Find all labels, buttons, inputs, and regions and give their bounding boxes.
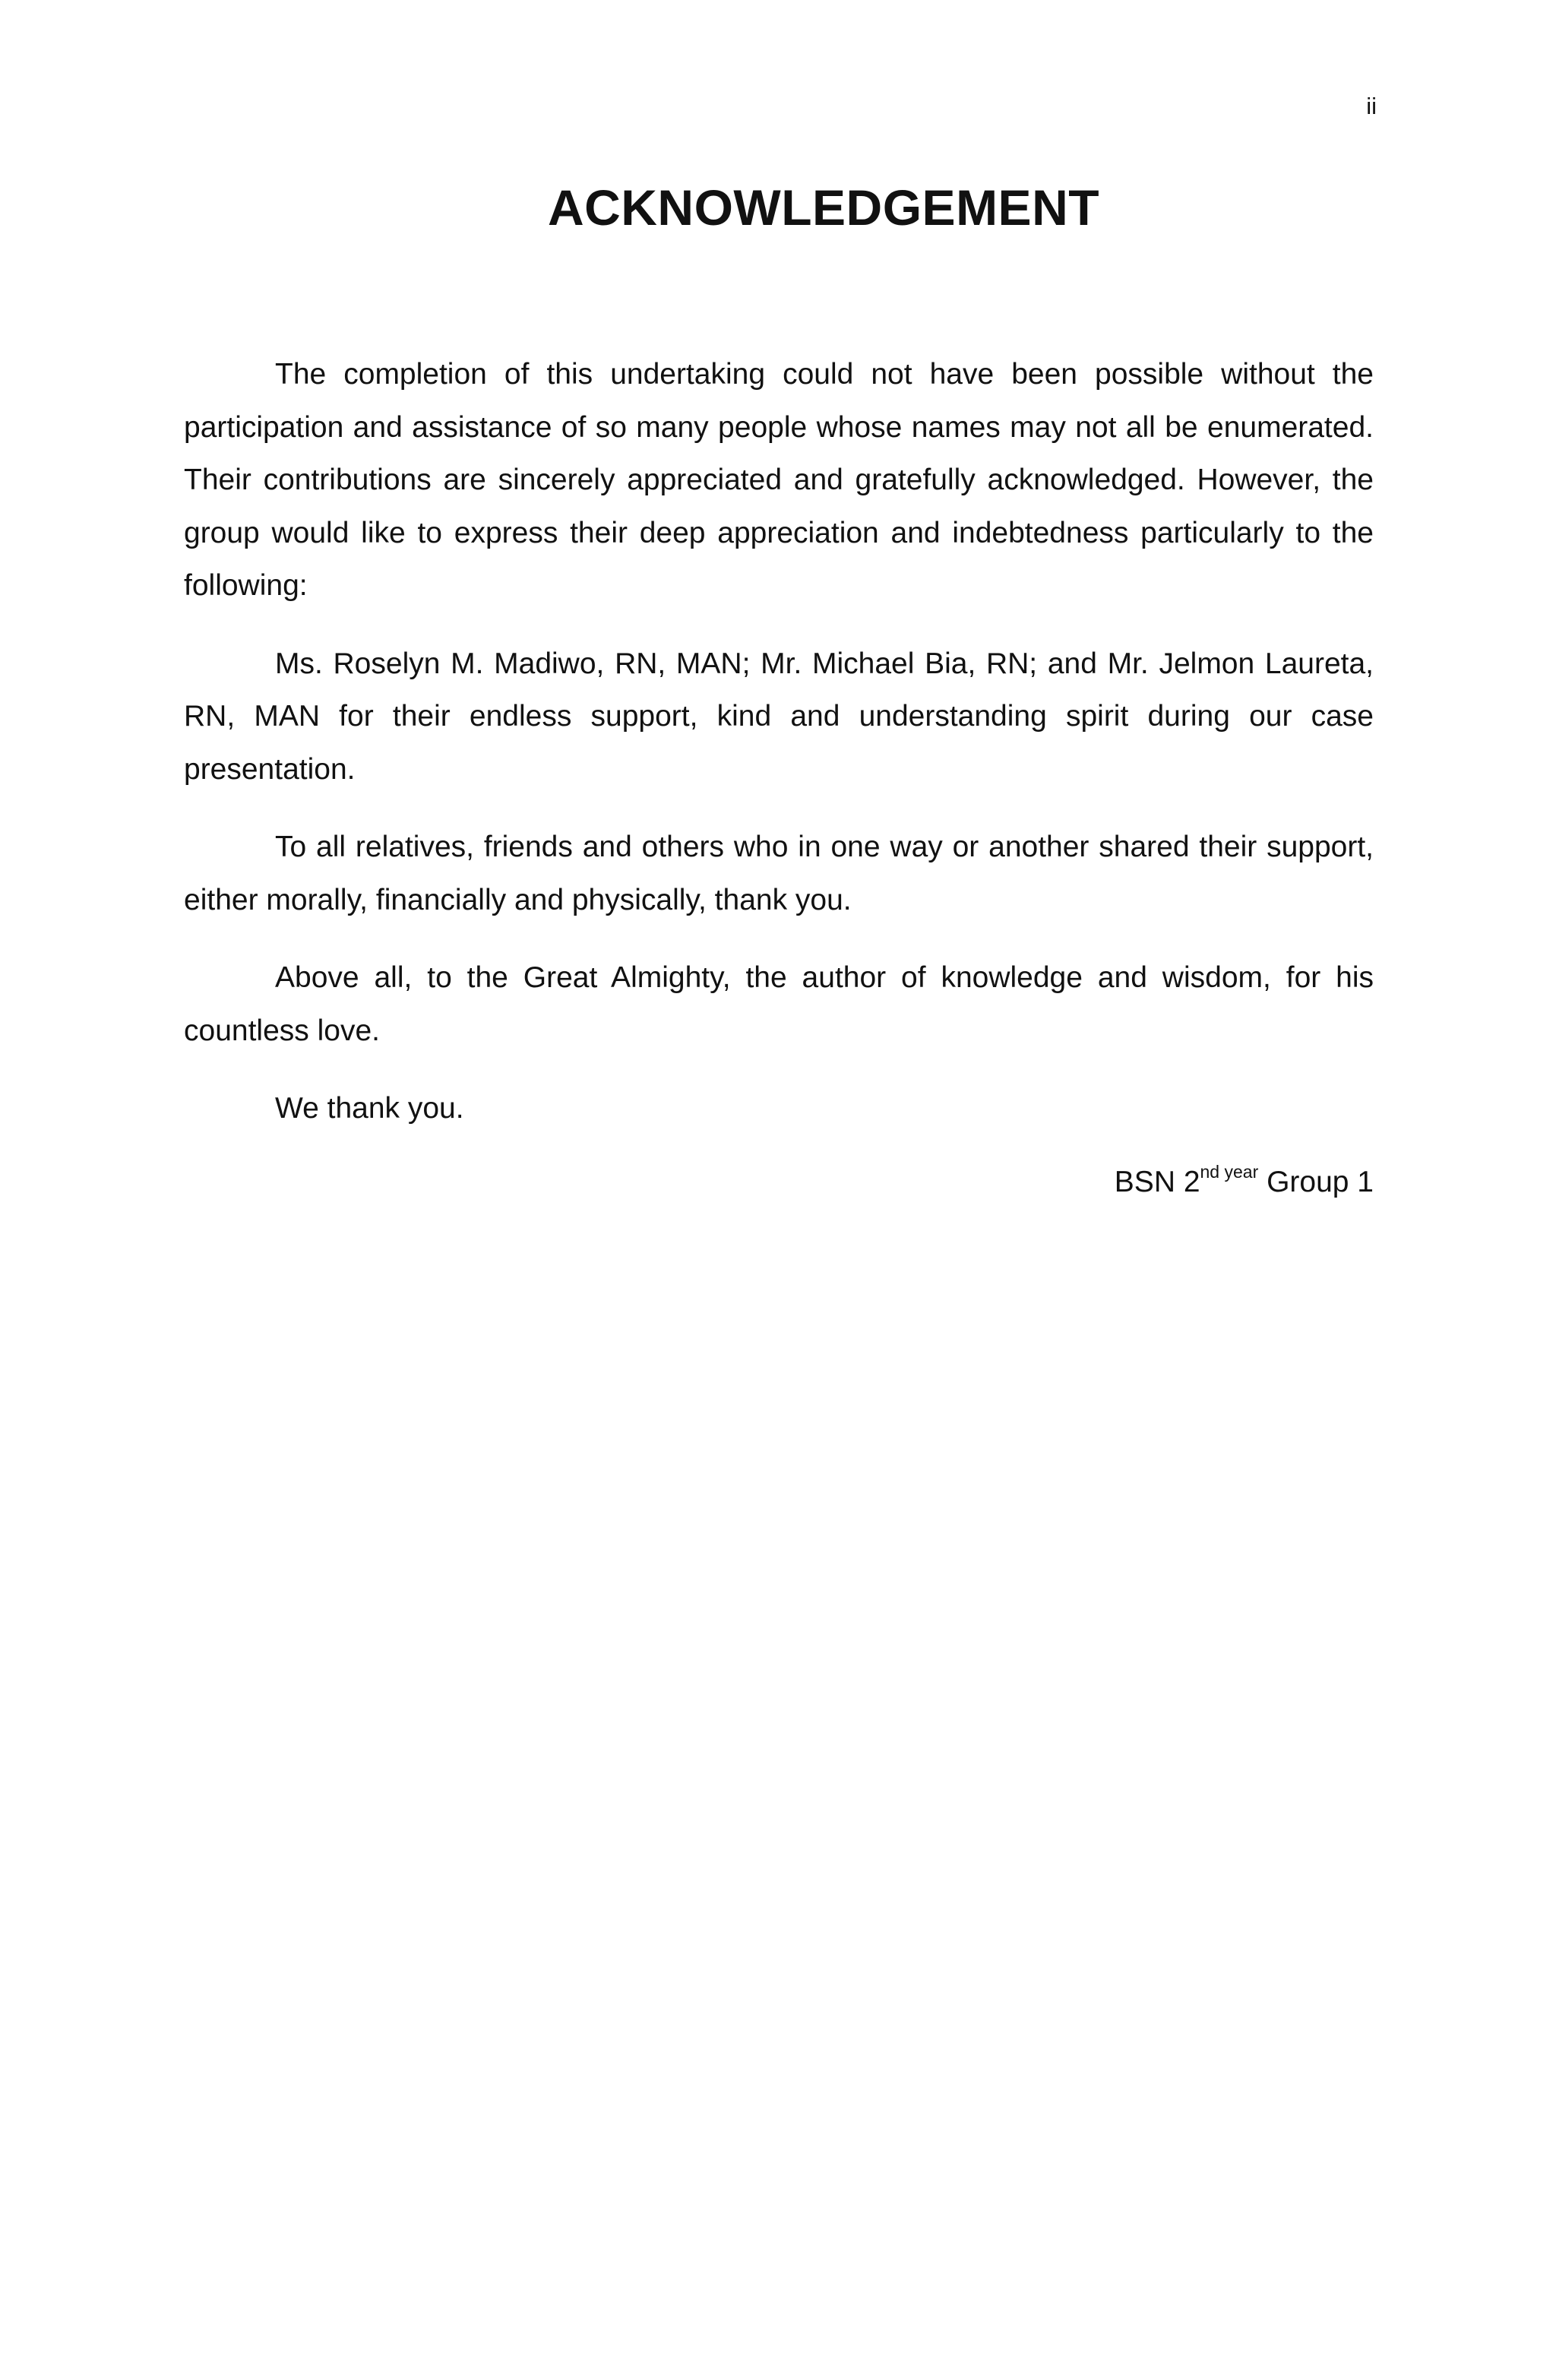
signature-prefix: BSN 2 bbox=[1114, 1166, 1200, 1198]
signature-suffix: Group 1 bbox=[1258, 1166, 1374, 1198]
paragraph-thanks: We thank you. bbox=[275, 1092, 464, 1125]
paragraph-relatives: To all relatives, friends and others who in one way or another shared their support, either morally, financially and physically, thank you. bbox=[184, 831, 1374, 916]
page-number: ii bbox=[1366, 93, 1377, 119]
acknowledgement-body bbox=[184, 348, 1374, 1160]
paragraph-advisers: Ms. Roselyn M. Madiwo, RN, MAN; Mr. Michael Bia, RN; and Mr. Jelmon Laureta, RN, MAN for their endless support, kind and understanding spirit during our case presentation. bbox=[184, 647, 1374, 786]
paragraph-almighty: Above all, to the Great Almighty, the author of knowledge and wisdom, for his countless love. bbox=[184, 961, 1374, 1047]
paragraph-intro: The completion of this undertaking could not have been possible without the participation and assistance of so many people whose names may not all be enumerated. Their contributions are sincerely appreciated and gratefully acknowledged. However, the group would like to express their deep appreciation and indebtedness particularly to the following: bbox=[184, 358, 1374, 602]
signature-superscript: nd year bbox=[1200, 1162, 1259, 1182]
page-title: ACKNOWLEDGEMENT bbox=[547, 179, 1100, 236]
signature bbox=[1115, 1160, 1374, 1205]
